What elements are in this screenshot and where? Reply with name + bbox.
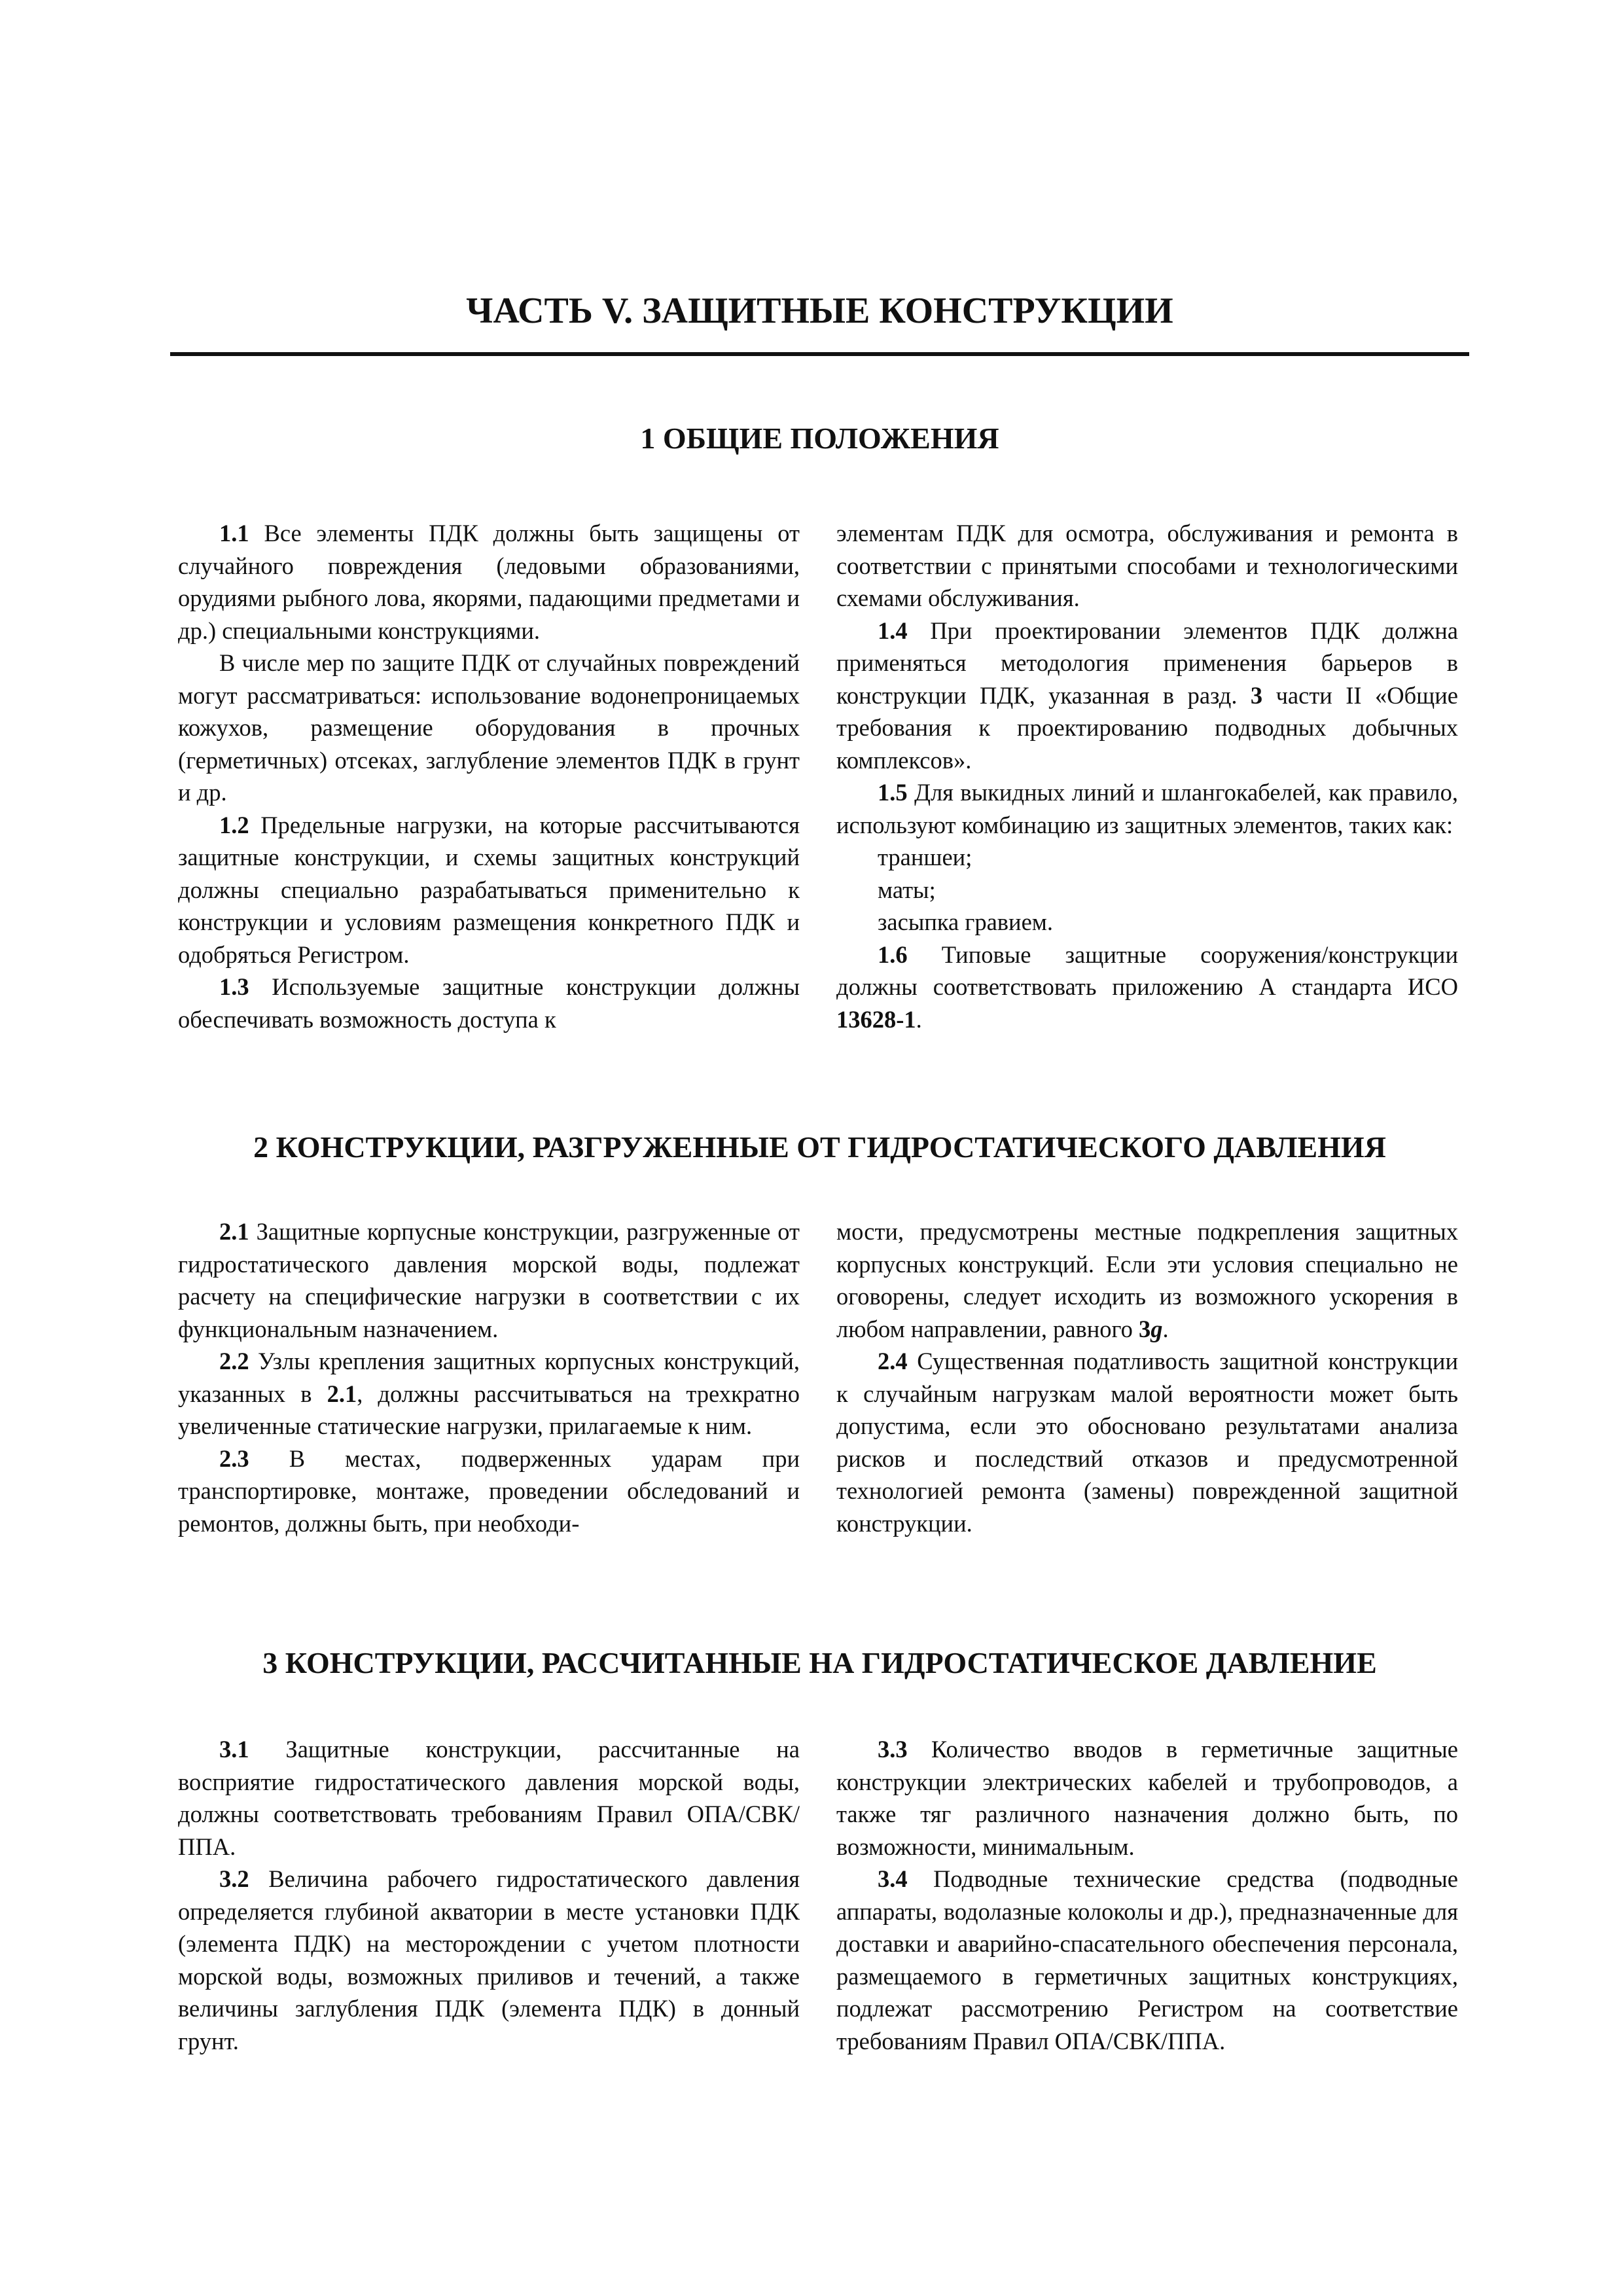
paragraph-text: Узлы крепления защитных корпусных конструкций, указанных в [178, 1348, 800, 1407]
clause-number: 1.2 [219, 811, 249, 838]
paragraph-text: . [916, 1005, 922, 1033]
list-item: траншеи; [878, 844, 972, 870]
paragraph-text: Существенная податливость защитной конструкции к случайным нагрузкам малой вероятности может быть допустима, если это обосновано результатами анализа рисков и последствий отказов и предусмотренной технологией ремонта (замены) поврежденной защитной конструкции. [836, 1348, 1458, 1537]
paragraph-text: . [1162, 1315, 1169, 1342]
paragraph-2-2 [178, 1345, 800, 1443]
section-1-right-column [836, 517, 1458, 1035]
paragraph-text: Для выкидных линий и шлангокабелей, как правило, используют комбинацию из защитных элементов, таких как: [836, 779, 1458, 838]
paragraph-1-6 [836, 939, 1458, 1036]
clause-reference: 2.1 [327, 1380, 357, 1407]
section-1-left-column [178, 517, 800, 1035]
list-item: засыпка гравием. [878, 908, 1053, 935]
standard-reference: 13628-1 [836, 1005, 916, 1033]
paragraph-text: Защитные конструкции, рассчитанные на восприятие гидростатического давления морской воды, должны соответствовать требованиям Правил ОПА/СВК/ППА. [178, 1736, 800, 1860]
paragraph-text: Величина рабочего гидростатического давления определяется глубиной акватории в месте установки ПДК (элемента ПДК) на месторождении с учетом плотности морской воды, возможных приливов и течений, а также величины заглубления ПДК (элемента ПДК) в донный грунт. [178, 1865, 800, 2054]
paragraph-1-5 [836, 776, 1458, 841]
section-2-left-column [178, 1215, 800, 1539]
paragraph-3-2 [178, 1863, 800, 2057]
paragraph-text: Используемые защитные конструкции должны обеспечивать возможность доступа к [178, 973, 800, 1033]
clause-number: 1.1 [219, 520, 249, 547]
paragraph-text: Защитные корпусные конструкции, разгруженные от гидростатического давления морской воды, подлежат расчету на специфические нагрузки в соответствии с их функциональным назначением. [178, 1218, 800, 1342]
list-item: маты; [878, 876, 936, 903]
paragraph-text: Количество вводов в герметичные защитные конструкции электрических кабелей и трубопроводов, а также тяг различного назначения должно быть, по возможности, минимальным. [836, 1736, 1458, 1860]
clause-number: 2.3 [219, 1444, 249, 1472]
paragraph-1-3-cont [836, 517, 1458, 615]
paragraph-text: В местах, подверженных ударам при транспортировке, монтаже, проведении обследований и ремонтов, должны быть, при необходи- [178, 1444, 800, 1537]
section-2-right-column [836, 1215, 1458, 1539]
part-title: ЧАСТЬ V. ЗАЩИТНЫЕ КОНСТРУКЦИИ [466, 291, 1173, 331]
section-3-left-column [178, 1733, 800, 2057]
paragraph-text: При проектировании элементов ПДК должна применяться методология применения барьеров в конструкции ПДК, указанная в разд. [836, 617, 1458, 709]
paragraph-text: элементам ПДК для осмотра, обслуживания и ремонта в соответствии с принятыми способами и технологическими схемами обслуживания. [836, 520, 1458, 611]
clause-number: 3.2 [219, 1865, 249, 1892]
clause-number: 1.3 [219, 973, 249, 1000]
section-reference: 3 [1250, 681, 1263, 709]
clause-number: 2.2 [219, 1348, 249, 1374]
title-rule [170, 352, 1469, 356]
acceleration-value: 3 [1139, 1315, 1151, 1342]
paragraph-2-3-cont [836, 1215, 1458, 1345]
section-1-title: 1 ОБЩИЕ ПОЛОЖЕНИЯ [640, 422, 999, 455]
section-3-right-column [836, 1733, 1458, 2057]
paragraph-text: , должны рассчитываться на трехкратно увеличенные статические нагрузки, прилагаемые к ним. [178, 1380, 800, 1439]
clause-number: 3.4 [878, 1865, 908, 1892]
clause-number: 1.6 [878, 941, 908, 968]
clause-number: 2.1 [219, 1218, 249, 1245]
paragraph-text: Подводные технические средства (подводные аппараты, водолазные колоколы и др.), предназначенные для доставки и аварийно-спасательного обеспечения персонала, размещаемого в герметичных защитных конструкциях, подлежат рассмотрению Регистром на соответствие требованиям Правил ОПА/СВК/ППА. [836, 1865, 1458, 2054]
paragraph-text: В числе мер по защите ПДК от случайных повреждений могут рассматриваться: использование водонепроницаемых кожухов, размещение оборудования в прочных (герметичных) отсеках, заглубление элементов ПДК в грунт и др. [178, 649, 800, 806]
acceleration-unit: g [1150, 1315, 1163, 1342]
paragraph-text: Все элементы ПДК должны быть защищены от случайного повреждения (ледовыми образованиями, орудиями рыбного лова, якорями, падающими предметами и др.) специальными конструкциями. [178, 520, 800, 644]
paragraph-1-2 [178, 809, 800, 971]
section-2-title: 2 КОНСТРУКЦИИ, РАЗГРУЖЕННЫЕ ОТ ГИДРОСТАТИЧЕСКОГО ДАВЛЕНИЯ [253, 1130, 1386, 1164]
paragraph-text: мости, предусмотрены местные подкрепления защитных корпусных конструкций. Если эти условия специально не оговорены, следует исходить из возможного ускорения в любом направлении, равного [836, 1218, 1458, 1342]
paragraph-2-4 [836, 1345, 1458, 1539]
paragraph-3-1 [178, 1733, 800, 1863]
paragraph-1-1-cont [178, 647, 800, 809]
clause-number: 3.1 [219, 1736, 249, 1763]
clause-number: 2.4 [878, 1348, 908, 1374]
paragraph-text: части II «Общие требования к проектированию подводных добычных комплексов». [836, 681, 1458, 774]
paragraph-1-4 [836, 615, 1458, 777]
paragraph-2-1 [178, 1215, 800, 1345]
clause-number: 1.4 [878, 617, 908, 644]
paragraph-1-3 [178, 971, 800, 1035]
paragraph-text: Типовые защитные сооружения/конструкции должны соответствовать приложению А стандарта ИСО [836, 941, 1458, 1000]
paragraph-3-3 [836, 1733, 1458, 1863]
clause-number: 1.5 [878, 779, 908, 806]
paragraph-2-3 [178, 1443, 800, 1540]
paragraph-3-4 [836, 1863, 1458, 2057]
section-3-title: 3 КОНСТРУКЦИИ, РАССЧИТАННЫЕ НА ГИДРОСТАТИЧЕСКОЕ ДАВЛЕНИЕ [262, 1646, 1377, 1679]
clause-number: 3.3 [878, 1736, 908, 1763]
paragraph-text: Предельные нагрузки, на которые рассчитываются защитные конструкции, и схемы защитных конструкций должны специально разрабатываться применительно к конструкции и условиям размещения конкретного ПДК и одобряться Регистром. [178, 811, 800, 968]
paragraph-1-1 [178, 517, 800, 647]
